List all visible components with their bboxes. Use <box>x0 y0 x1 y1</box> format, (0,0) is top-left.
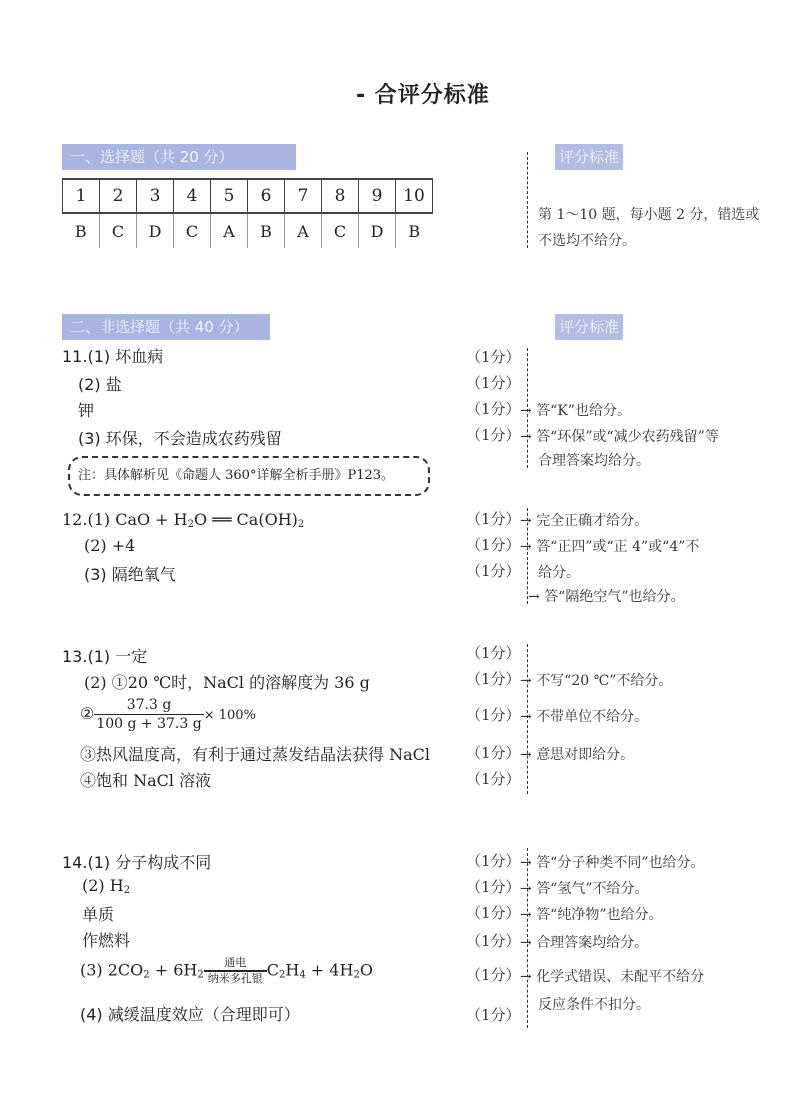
q11-comment-4a: → 答“环保”或“减少农药残留”等 <box>520 429 719 445</box>
q11-answer-3: (3) 环保，不会造成农药残留 <box>78 429 282 448</box>
answer-letter-cell: A <box>211 213 248 248</box>
q11-score-4: （1分） <box>466 426 521 444</box>
q12-answer-3: (3) 隔绝氧气 <box>84 565 176 584</box>
question-number-cell: 8 <box>322 179 359 213</box>
section2-right-heading: 评分标准 <box>555 314 623 340</box>
q11-answer-2b: 钾 <box>78 401 95 420</box>
answer-letter-cell: C <box>174 213 211 248</box>
q14-comment-2: → 答“氢气”不给分。 <box>520 881 649 897</box>
q14-comment-1: → 答“分子种类不同”也给分。 <box>520 855 705 871</box>
q11-answer-2: (2) 盐 <box>78 375 122 394</box>
q13-score-2: （1分） <box>466 670 521 688</box>
q12-score-1: （1分） <box>466 510 521 528</box>
q14-answer-2: (2) $H_2$ <box>82 876 131 896</box>
q14-answer-4: (4) 减缓温度效应（合理即可） <box>80 1005 300 1024</box>
answer-letter-cell: A <box>285 213 322 248</box>
question-number-cell: 9 <box>359 179 396 213</box>
question-number-cell: 10 <box>396 179 433 213</box>
answer-letter-cell: B <box>396 213 433 248</box>
q14-comment-5a: → 化学式错误、未配平不给分 <box>520 969 705 985</box>
q13-score-3: （1分） <box>466 706 521 724</box>
question-number-cell: 2 <box>100 179 137 213</box>
q14-score-3: （1分） <box>466 904 521 922</box>
q14-score-4: （1分） <box>466 932 521 950</box>
q11-answer-1: 11.(1) 坏血病 <box>62 347 164 366</box>
q14-comment-3: → 答“纯净物”也给分。 <box>520 907 663 923</box>
q13-score-4: （1分） <box>466 744 521 762</box>
q12-comment-3: 给分。 <box>538 565 580 581</box>
q12-comment-4: → 答“隔绝空气”也给分。 <box>528 589 685 605</box>
section1-criteria-line2: 不选均不给分。 <box>538 233 636 249</box>
q13-comment-3: → 不带单位不给分。 <box>520 709 649 725</box>
question-number-cell: 7 <box>285 179 322 213</box>
section2-heading: 二、非选择题（共 40 分） <box>62 314 270 340</box>
answer-letter-cell: B <box>248 213 285 248</box>
answer-letter-cell: D <box>137 213 174 248</box>
q11-score-3: （1分） <box>466 400 521 418</box>
page-title: - 合评分标准 <box>356 83 490 108</box>
question-number-cell: 4 <box>174 179 211 213</box>
q14-equation: (3) $2CO_2 + 6H_2$ 通电 纳米多孔银 $C_2H_4 + 4H_2O$ <box>80 956 373 985</box>
divider-line <box>527 152 528 248</box>
q14-answer-2c: 作燃料 <box>82 931 131 950</box>
question-number-cell: 6 <box>248 179 285 213</box>
q14-score-1: （1分） <box>466 852 521 870</box>
q12-answer-2: (2) +4 <box>84 536 136 555</box>
q14-score-5: （1分） <box>466 966 521 984</box>
q13-answer-1: 13.(1) 一定 <box>62 647 148 666</box>
note-box: 注：具体解析见《命题人 360°详解全析手册》P123。 <box>68 456 430 496</box>
q13-score-5: （1分） <box>466 770 521 788</box>
reaction-condition: 通电 纳米多孔银 <box>204 956 267 986</box>
answer-letter-cell: C <box>100 213 137 248</box>
q13-answer-4: ③热风温度高，有利于通过蒸发结晶法获得 NaCl <box>80 745 430 764</box>
q11-comment-3: → 答“K”也给分。 <box>520 403 631 419</box>
section1-heading: 一、选择题（共 20 分） <box>62 144 296 170</box>
question-number-cell: 1 <box>63 179 100 213</box>
answer-letter-cell: B <box>74 221 87 241</box>
q13-comment-4: → 意思对即给分。 <box>520 747 635 763</box>
q12-comment-1: → 完全正确才给分。 <box>520 513 649 529</box>
answer-letter-cell: D <box>359 213 396 248</box>
q13-score-1: （1分） <box>466 644 521 662</box>
question-number-cell: 5 <box>211 179 248 213</box>
section1-criteria-line1: 第 1～10 题，每小题 2 分，错选或 <box>538 207 760 223</box>
q11-comment-4b: 合理答案均给分。 <box>538 453 650 469</box>
q12-score-2: （1分） <box>466 536 521 554</box>
answer-table <box>62 178 433 248</box>
q14-score-6: （1分） <box>466 1006 521 1024</box>
q13-answer-2: (2) ①20 ℃时，NaCl 的溶解度为 36 g <box>84 673 370 692</box>
q11-score-2: （1分） <box>466 374 521 392</box>
q14-answer-2b: 单质 <box>82 905 115 924</box>
q11-score-1: （1分） <box>466 348 521 366</box>
q13-comment-2: → 不写“20 ℃”不给分。 <box>520 673 673 689</box>
q13-answer-5: ④饱和 NaCl 溶液 <box>80 771 212 790</box>
q14-score-2: （1分） <box>466 878 521 896</box>
q12-comment-2: → 答“正四”或“正 4”或“4”不 <box>520 539 700 555</box>
q12-answer-1: 12.(1) CaO + $H_2O$ ══ $Ca(OH)_2$ <box>62 510 305 530</box>
section1-right-heading: 评分标准 <box>555 144 623 170</box>
answer-letter-cell: C <box>322 213 359 248</box>
q14-comment-5b: 反应条件不扣分。 <box>538 997 650 1013</box>
q13-fraction: $\frac{37.3 g}{100 g + 37.3 g}$ <box>96 697 202 732</box>
q13-answer-3: ② $\frac{37.3 g}{100 g + 37.3 g}$ × 100% <box>80 697 256 732</box>
question-number-cell: 3 <box>137 179 174 213</box>
q12-score-3: （1分） <box>466 562 521 580</box>
q14-comment-4: → 合理答案均给分。 <box>520 935 649 951</box>
q14-answer-1: 14.(1) 分子构成不同 <box>62 853 212 872</box>
